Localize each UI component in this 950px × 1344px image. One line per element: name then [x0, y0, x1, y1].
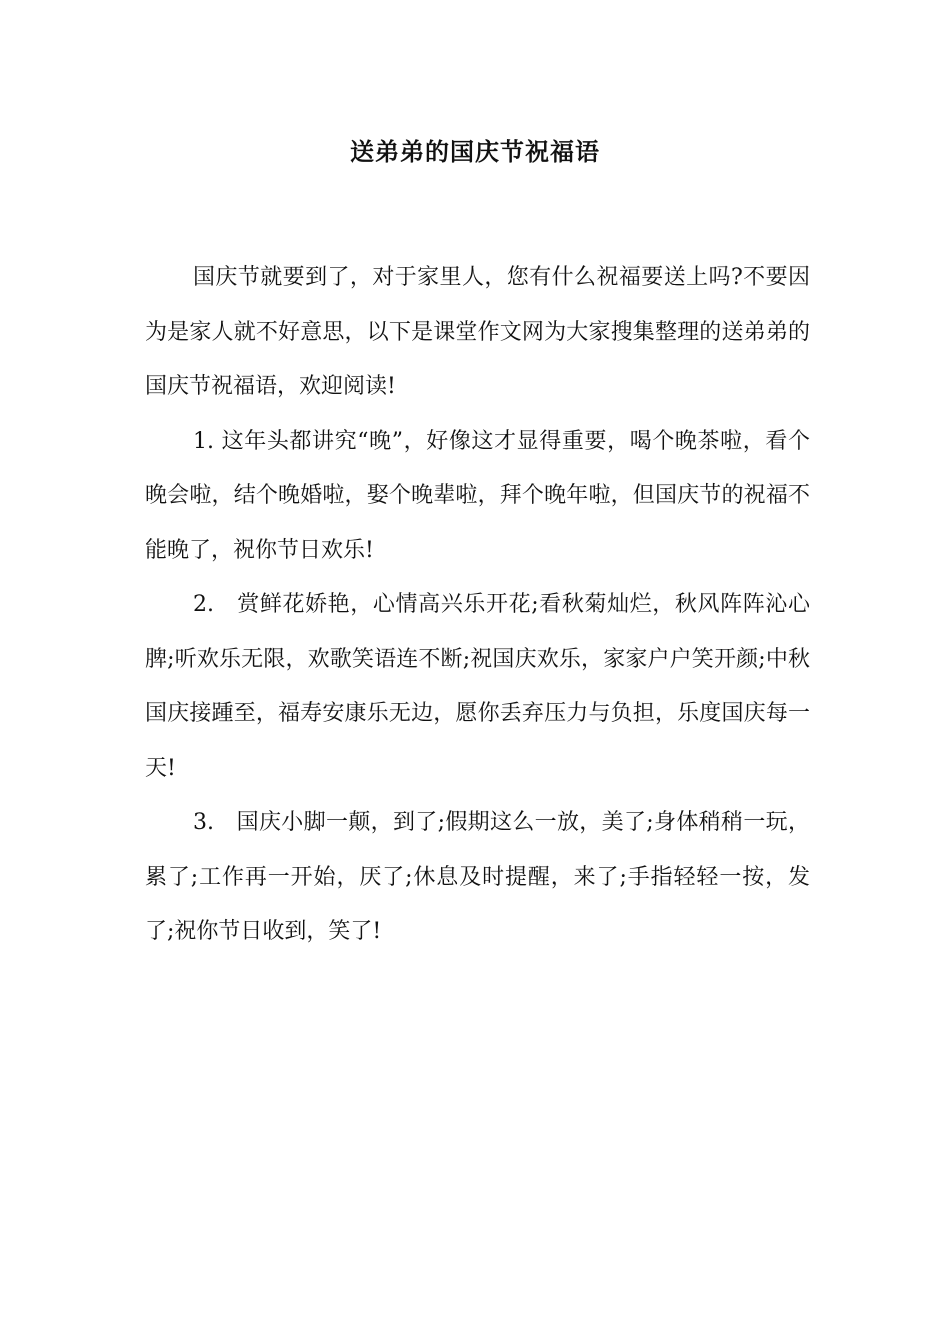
- paragraph-item-1: 1. 这年头都讲究“晚”，好像这才显得重要，喝个晚茶啦，看个晚会啦，结个晚婚啦，娶个晚辈啦，拜个晚年啦，但国庆节的祝福不能晚了，祝你节日欢乐!: [145, 428, 810, 563]
- document-body: [145, 251, 810, 960]
- document-title: 送弟弟的国庆节祝福语: [350, 138, 600, 166]
- paragraph-item-2: 2. 赏鲜花娇艳，心情高兴乐开花;看秋菊灿烂，秋风阵阵沁心脾;听欢乐无限，欢歌笑语连不断;祝国庆欢乐，家家户户笑开颜;中秋国庆接踵至，福寿安康乐无边，愿你丢弃压力与负担，乐度国庆每一天!: [145, 592, 810, 781]
- paragraph-intro: 国庆节就要到了，对于家里人，您有什么祝福要送上吗?不要因为是家人就不好意思，以下是课堂作文网为大家搜集整理的送弟弟的国庆节祝福语，欢迎阅读!: [145, 265, 810, 399]
- paragraph-item-3: 3. 国庆小脚一颠，到了;假期这么一放，美了;身体稍稍一玩，累了;工作再一开始，厌了;休息及时提醒，来了;手指轻轻一按，发了;祝你节日收到，笑了!: [145, 810, 810, 944]
